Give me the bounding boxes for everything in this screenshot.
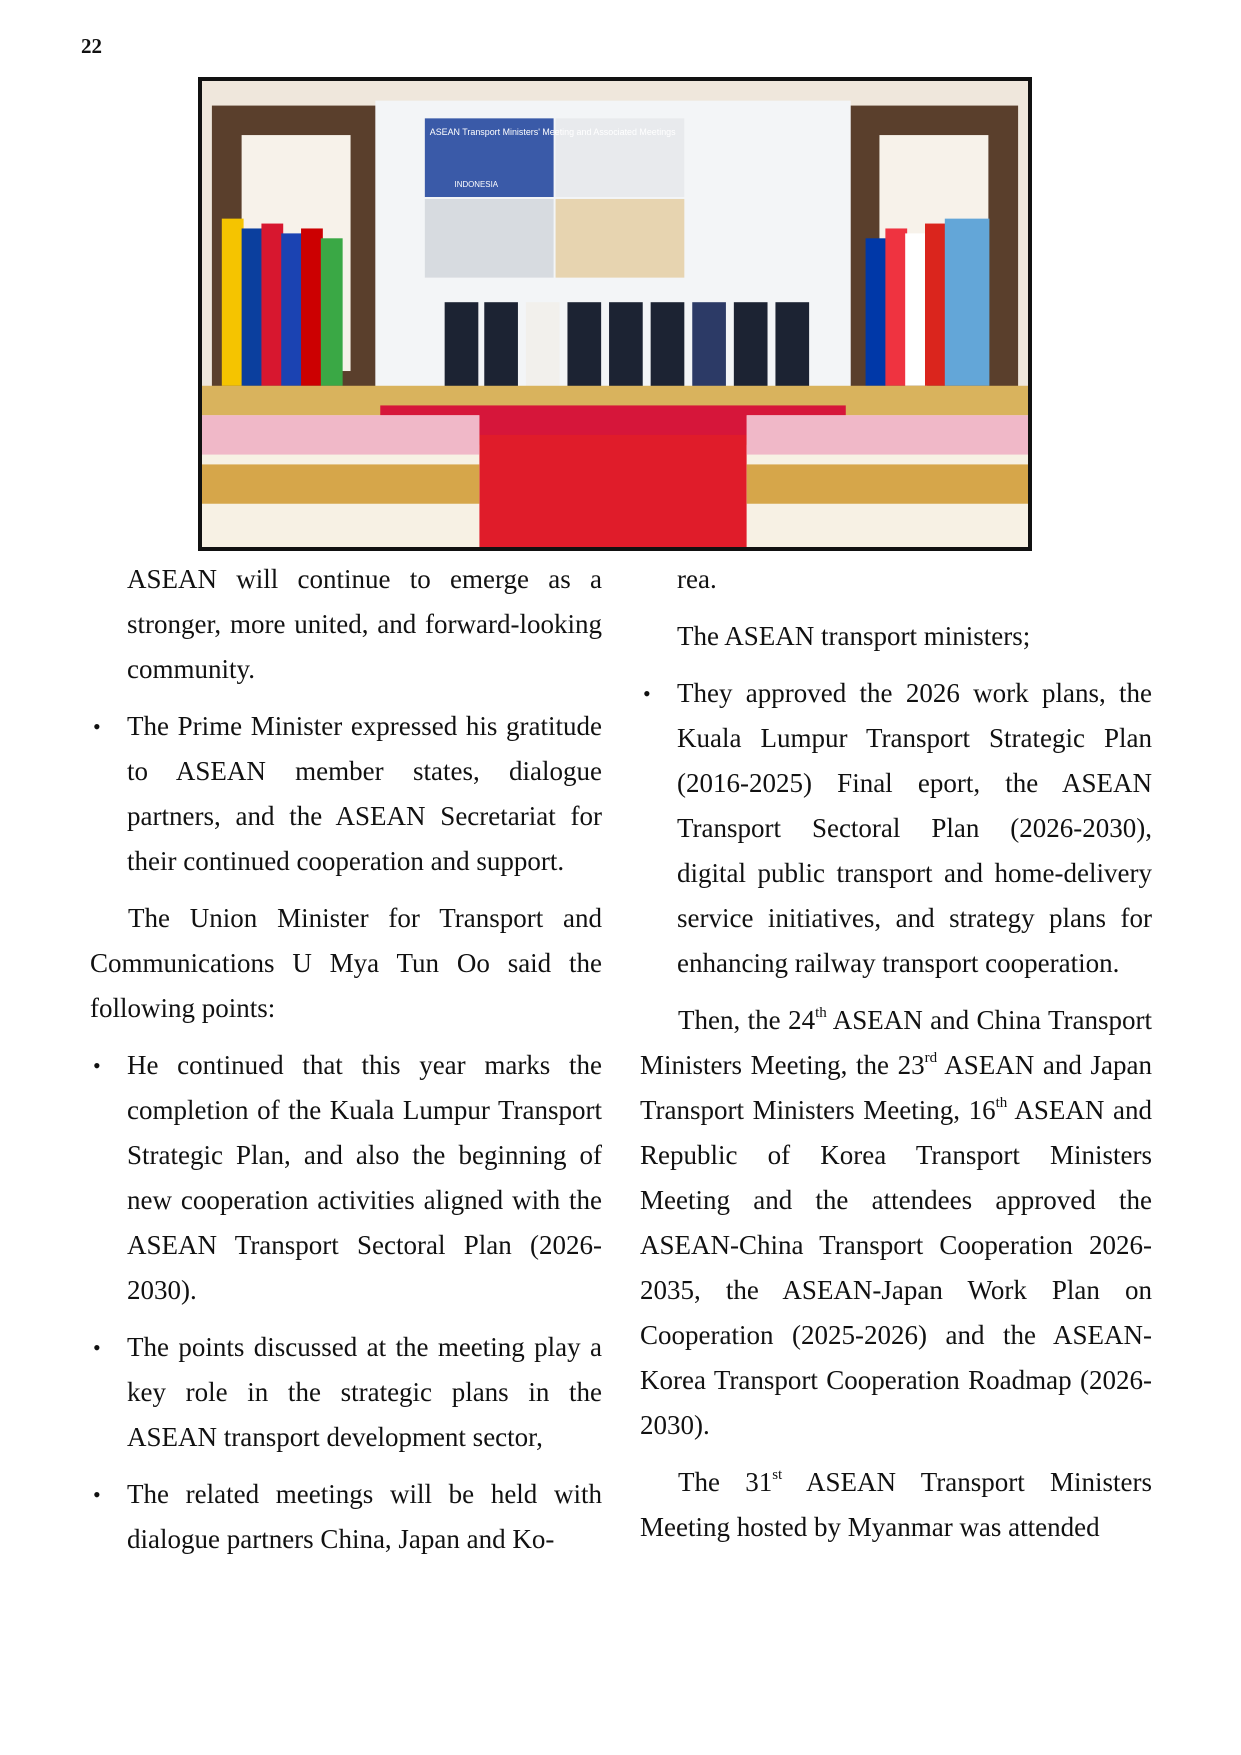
meeting-photo (198, 77, 1032, 551)
bullet-text: The related meetings will be held with dialogue partners China, Japan and Ko- (127, 1479, 602, 1554)
bullet-icon: • (93, 1335, 101, 1360)
video-tile-4 (556, 199, 685, 278)
bullet-icon: • (93, 714, 101, 739)
ordinal-suffix: st (772, 1467, 783, 1483)
text-run: ASEAN Transport Ministers Meeting hosted by Myanmar was attended (640, 1467, 1152, 1542)
ordinal-suffix: th (995, 1095, 1008, 1111)
continuation-text: ASEAN will continue to emerge as a stronger, more united, and forward-looking community. (127, 564, 602, 684)
bullet-icon: • (643, 681, 651, 706)
meeting-photo-illustration (202, 81, 1028, 547)
screen-label: INDONESIA (454, 180, 499, 190)
paragraph (640, 998, 1152, 1448)
screen-caption: ASEAN Transport Ministers' Meeting and Associated Meetings (429, 127, 676, 138)
ordinal-suffix: rd (924, 1050, 938, 1066)
left-column (90, 557, 602, 1574)
bullet-text: He continued that this year marks the completion of the Kuala Lumpur Transport Strategic Plan, and also the beginning of new cooperation activities aligned with the ASEAN Transport Sectoral Plan (2026-2030). (127, 1050, 602, 1305)
ordinal-suffix: th (815, 1005, 827, 1021)
continuation-text: rea. (677, 564, 717, 594)
bullet-item (90, 1472, 602, 1562)
bullet-text: They approved the 2026 work plans, the Kuala Lumpur Transport Strategic Plan (2016-2025) Final eport, the ASEAN Transport Sectoral Plan (2026-2030), digital public transport and home-delivery service initiatives, and strategy plans for enhancing railway transport cooperation. (677, 678, 1152, 978)
flags-left (222, 219, 343, 386)
paragraph: The ASEAN transport ministers; (677, 621, 1031, 651)
bullet-text: The Prime Minister expressed his gratitude to ASEAN member states, dialogue partners, and the ASEAN Secretariat for their continued cooperation and support. (127, 711, 602, 876)
bullet-item (640, 671, 1152, 986)
right-column (640, 557, 1152, 1562)
bullet-item (90, 704, 602, 884)
bullet-item (90, 1043, 602, 1313)
text-run: ASEAN and China Transport Ministers Meeting, the 23 (640, 1005, 1152, 1080)
video-tile-3 (425, 199, 554, 278)
paragraph: The Union Minister for Transport and Communications U Mya Tun Oo said the following points: (90, 903, 602, 1023)
text-run: ASEAN and Republic of Korea Transport Ministers Meeting and the attendees approved the ASEAN-China Transport Cooperation 2026-2035, the ASEAN-Japan Work Plan on Cooperation (2025-2026) and the ASEAN-Korea Transport Cooperation Roadmap (2026-2030). (640, 1095, 1153, 1440)
red-steps (479, 435, 746, 547)
bullet-text: The points discussed at the meeting play a key role in the strategic plans in the ASEAN transport development sector, (127, 1332, 602, 1452)
bullet-item (90, 1325, 602, 1460)
bullet-icon: • (93, 1482, 101, 1507)
bullet-icon: • (93, 1053, 101, 1078)
text-run: The 31 (678, 1467, 773, 1497)
flags-right (866, 219, 990, 386)
page-number: 22 (81, 34, 102, 58)
text-run: Then, the 24 (678, 1005, 816, 1035)
text-run: ASEAN and Japan Transport Ministers Meeting, 16 (640, 1050, 1152, 1125)
paragraph (640, 1460, 1152, 1550)
